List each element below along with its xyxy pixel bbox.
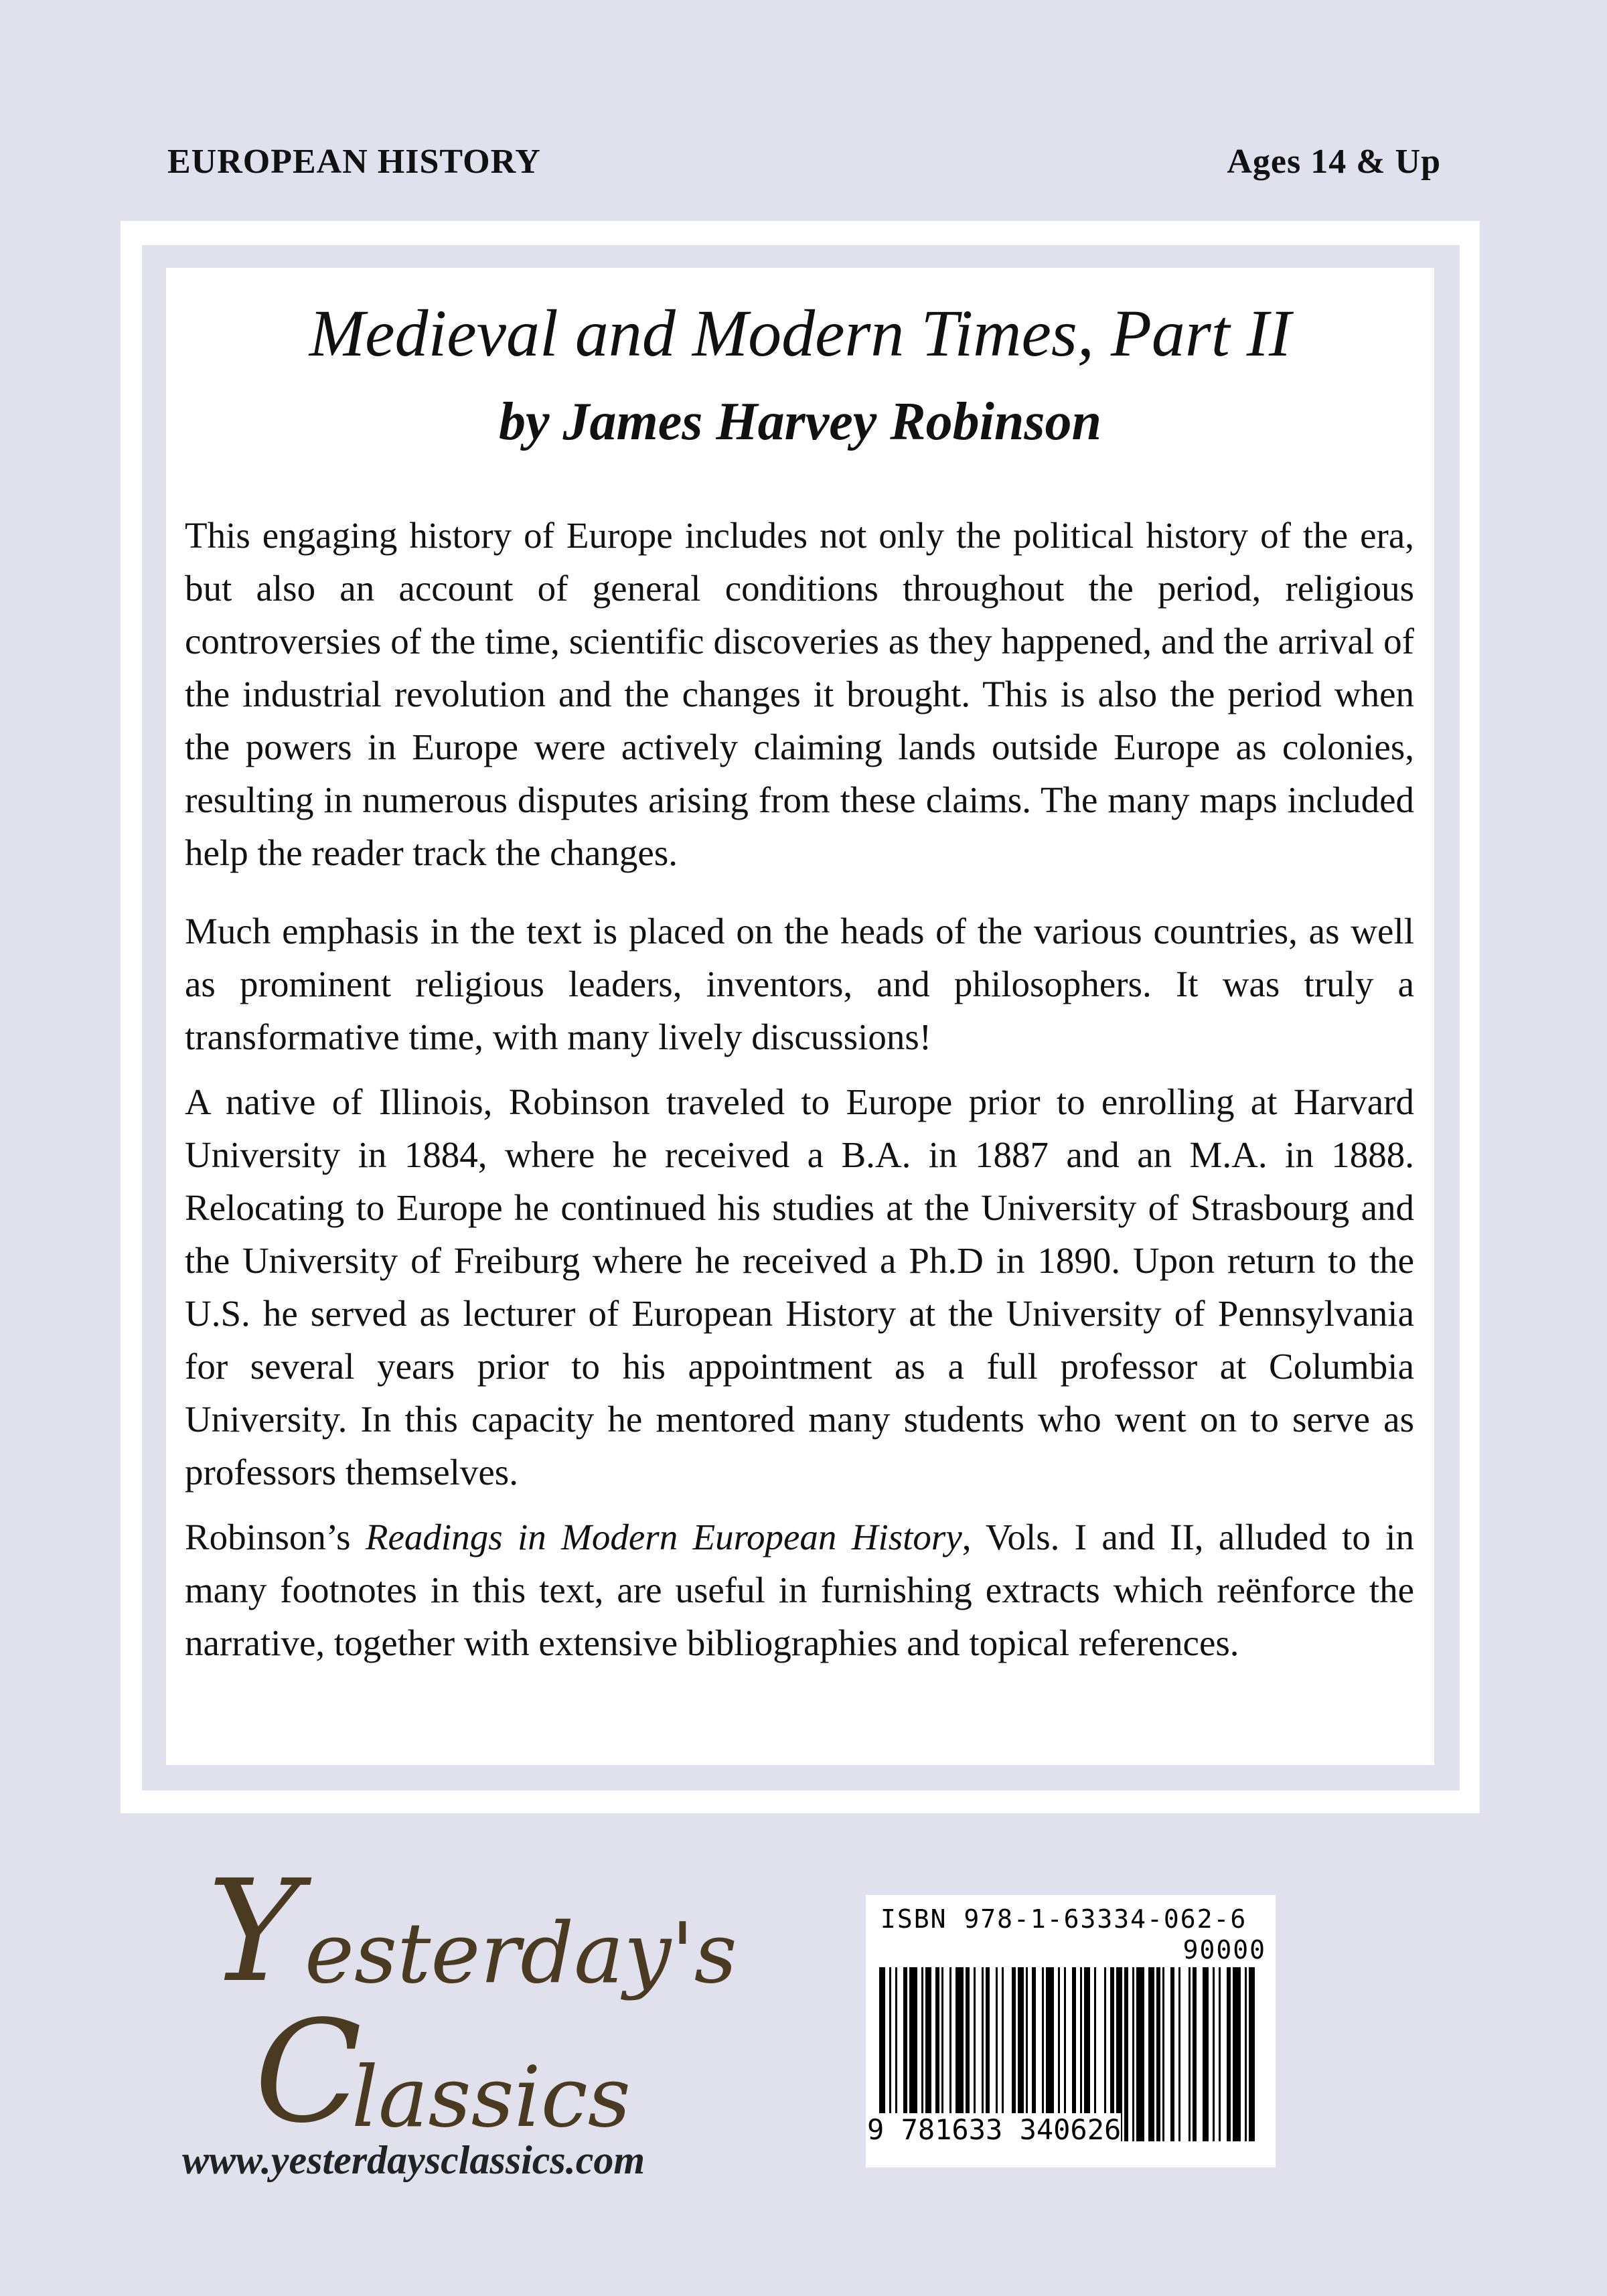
barcode-bar bbox=[1249, 1967, 1255, 2141]
barcode-digits: 9 781633 340626 bbox=[867, 2113, 1122, 2146]
author-byline: by James Harvey Robinson bbox=[499, 392, 1101, 451]
barcode-bar bbox=[1193, 1967, 1197, 2141]
logo-word-classics: lassics bbox=[352, 2049, 631, 2146]
barcode-bar bbox=[1148, 1967, 1154, 2141]
price-code: 90000 bbox=[1182, 1935, 1266, 1965]
barcode-bar bbox=[1245, 1967, 1247, 2141]
description-panel bbox=[166, 268, 1434, 1765]
barcode-bar bbox=[1170, 1967, 1174, 2141]
barcode-bar bbox=[1219, 1967, 1221, 2141]
description-paragraph-2: Much emphasis in the text is placed on the heads of the various countries, as well as prominent religious leaders, inventors, and philosophers. It was truly a transformative time, with many lively discussions! bbox=[185, 911, 1414, 1057]
paragraph-4-rest: , Vols. I and II, alluded to in many footnotes in this text, are useful in furnishing extracts which reënforce the narrative, together with extensive bibliographies and topical references. bbox=[185, 1517, 1415, 1663]
readings-book-title: Readings in Modern European History bbox=[365, 1517, 962, 1557]
barcode-bar bbox=[1227, 1967, 1231, 2141]
barcode-bar bbox=[1189, 1967, 1191, 2141]
barcode-bar bbox=[1156, 1967, 1160, 2141]
category-label: EUROPEAN HISTORY bbox=[167, 143, 541, 181]
description-paragraph-3: A native of Illinois, Robinson traveled to Europe prior to enrolling at Harvard University in 1884, where he received a B.A. in 1887 and an M.A. in 1888. Relocating to Europe he continued his studies at the University of Strasbourg and the University of Freiburg where he received a Ph.D in 1890. Upon return to the U.S. he served as lecturer of European History at the University of Pennsylvania for several years prior to his appointment as a full professor at Columbia University. In this capacity he mentored many students who went on to serve as professors themselves. bbox=[185, 1081, 1414, 1493]
barcode-bar bbox=[1203, 1967, 1209, 2141]
barcode-bar bbox=[1233, 1967, 1241, 2141]
logo-initial-y: Y bbox=[208, 1849, 301, 2013]
barcode-bar bbox=[1213, 1967, 1215, 2141]
description-text bbox=[185, 509, 1414, 1669]
book-title: Medieval and Modern Times, Part II bbox=[309, 296, 1292, 370]
logo-word-yesterdays: esterday's bbox=[305, 1905, 737, 2002]
isbn-number: ISBN 978-1-63334-062-6 bbox=[881, 1904, 1247, 1934]
description-paragraph-4 bbox=[185, 1511, 1414, 1669]
paragraph-4-lead: Robinson’s bbox=[185, 1517, 366, 1557]
logo-initial-c: C bbox=[254, 1990, 362, 2154]
barcode-bar bbox=[1132, 1967, 1134, 2141]
description-paragraph-1: This engaging history of Europe includes not only the political history of the era, but also an account of general conditions throughout the period, religious controversies of the time, scientific discoveries as they happened, and the arrival of the industrial revolution and the changes it brought. This is also the period when the powers in Europe were actively claiming lands outside Europe as colonies, resulting in numerous disputes arising from these claims. The many maps included help the reader track the changes. bbox=[185, 515, 1414, 873]
barcode-bar bbox=[1178, 1967, 1180, 2141]
publisher-logo bbox=[208, 1849, 737, 2156]
barcode-bar bbox=[1162, 1967, 1164, 2141]
age-range-label: Ages 14 & Up bbox=[1227, 143, 1441, 181]
publisher-website: www.yesterdaysclassics.com bbox=[182, 2138, 645, 2182]
barcode-bar bbox=[1124, 1967, 1128, 2141]
barcode-bar bbox=[1136, 1967, 1144, 2141]
isbn-barcode bbox=[866, 1895, 1276, 2167]
